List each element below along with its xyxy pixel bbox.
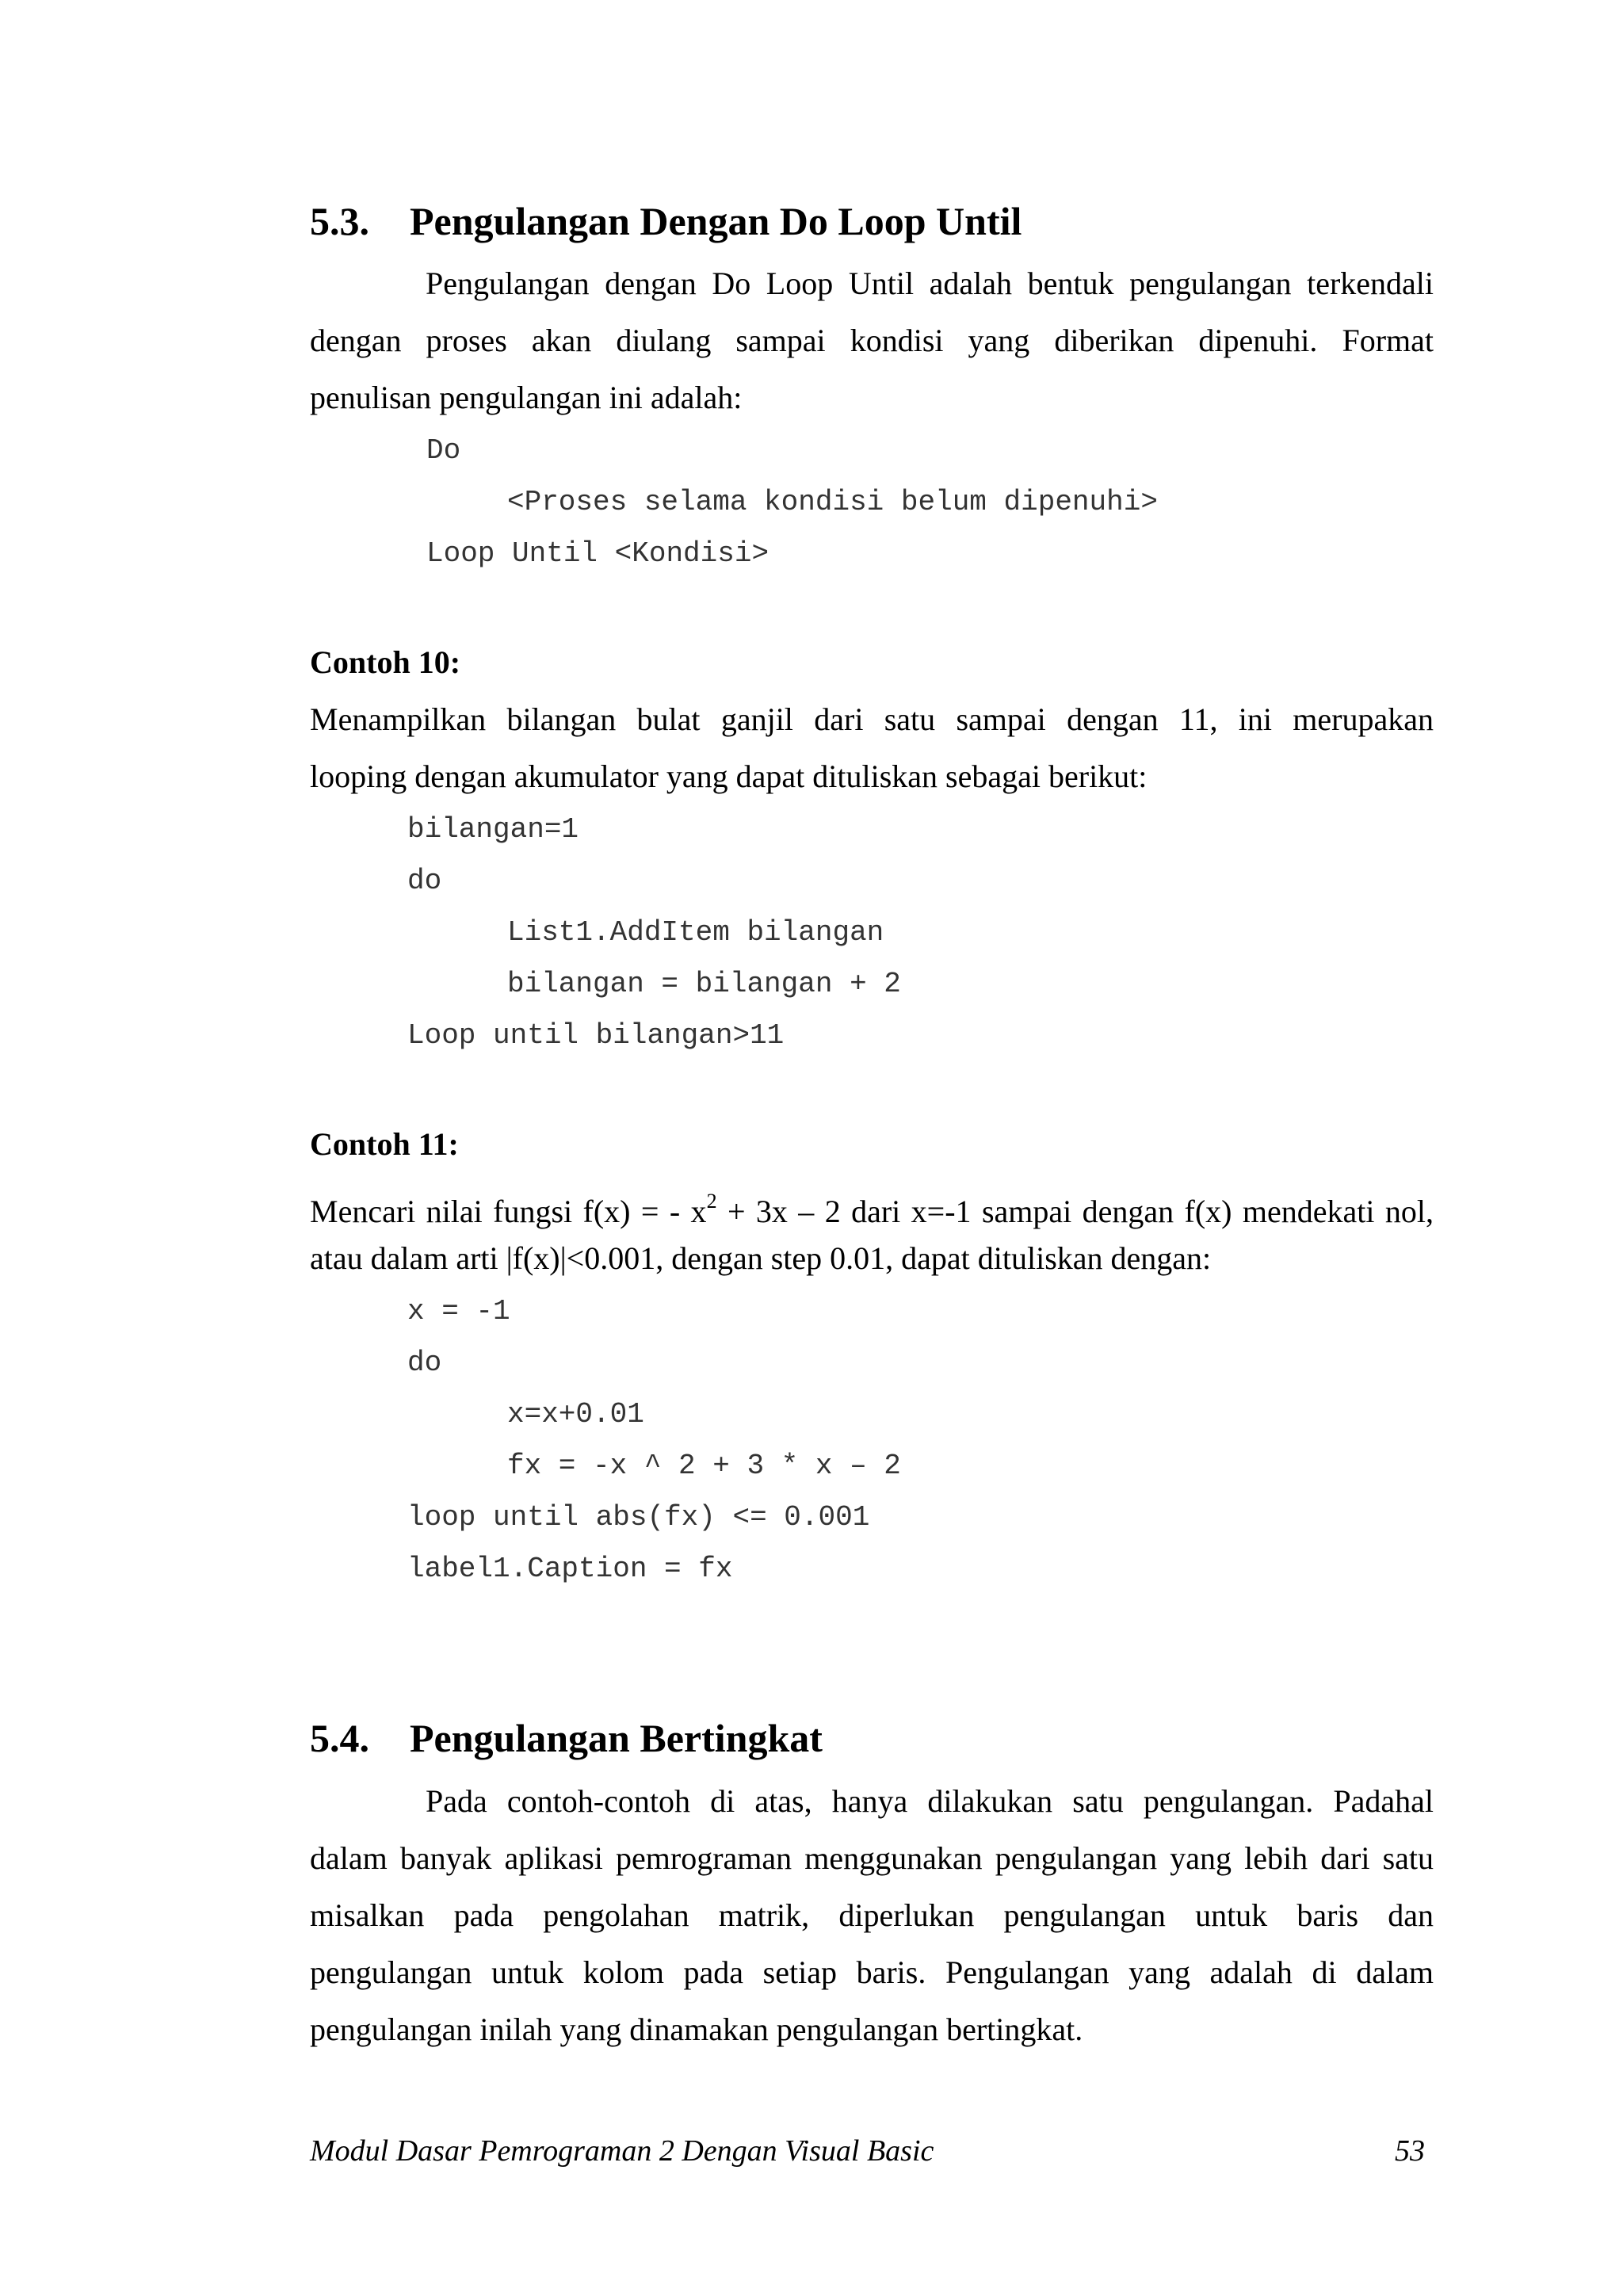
page-number: 53 (1395, 2134, 1425, 2168)
section-title: Pengulangan Bertingkat (410, 1716, 823, 1760)
code-line: <Proses selama kondisi belum dipenuhi> (507, 486, 1158, 518)
code-line: x=x+0.01 (507, 1398, 644, 1431)
paragraph-line: pengulangan inilah yang dinamakan pengulangan bertingkat. (310, 2011, 1083, 2047)
code-line: List1.AddItem bilangan (507, 916, 884, 949)
text-segment: Mencari nilai fungsi f(x) = - x (310, 1194, 707, 1229)
code-line: x = -1 (407, 1295, 510, 1328)
section-5-4-paragraph (310, 1773, 1434, 2058)
code-line: Loop Until <Kondisi> (426, 537, 769, 570)
paragraph-line: dengan proses akan diulang sampai kondisi yang diberikan dipenuhi. Format (310, 323, 1434, 358)
paragraph-line: Pengulangan dengan Do Loop Until adalah bentuk pengulangan terkendali (426, 266, 1434, 301)
example-11-paragraph (310, 1173, 1434, 1287)
section-number: 5.3. (310, 199, 369, 243)
text-segment: + 3x – 2 dari x=-1 sampai dengan f(x) mendekati nol, (716, 1194, 1434, 1229)
code-line: Do (426, 434, 461, 467)
paragraph-line: dalam banyak aplikasi pemrograman menggunakan pengulangan yang lebih dari satu (310, 1840, 1434, 1876)
code-line: Loop until bilangan>11 (407, 1019, 785, 1052)
code-line: fx = -x ^ 2 + 3 * x – 2 (507, 1450, 901, 1482)
paragraph-line: looping dengan akumulator yang dapat dituliskan sebagai berikut: (310, 758, 1148, 794)
code-line: do (407, 865, 442, 897)
section-number: 5.4. (310, 1716, 369, 1760)
footer-title: Modul Dasar Pemrograman 2 Dengan Visual Basic (310, 2134, 934, 2168)
paragraph-line: atau dalam arti |f(x)|<0.001, dengan step 0.01, dapat dituliskan dengan: (310, 1240, 1212, 1276)
section-title: Pengulangan Dengan Do Loop Until (410, 199, 1022, 243)
example-label: Contoh 10: (310, 644, 461, 680)
code-line: loop until abs(fx) <= 0.001 (407, 1501, 870, 1534)
code-line: do (407, 1347, 442, 1379)
code-line: bilangan=1 (407, 813, 579, 846)
example-10-paragraph (310, 691, 1434, 805)
paragraph-line: Menampilkan bilangan bulat ganjil dari satu sampai dengan 11, ini merupakan (310, 701, 1434, 737)
superscript: 2 (706, 1190, 717, 1213)
paragraph-line: Pada contoh-contoh di atas, hanya dilakukan satu pengulangan. Padahal (426, 1783, 1434, 1819)
paragraph-line: penulisan pengulangan ini adalah: (310, 380, 743, 415)
code-line: bilangan = bilangan + 2 (507, 968, 901, 1000)
code-line: label1.Caption = fx (407, 1553, 733, 1585)
example-label: Contoh 11: (310, 1126, 459, 1162)
paragraph-line: misalkan pada pengolahan matrik, diperlukan pengulangan untuk baris dan (310, 1897, 1434, 1933)
section-5-3-paragraph (310, 255, 1434, 426)
paragraph-line (310, 1173, 1434, 1230)
paragraph-line: pengulangan untuk kolom pada setiap baris. Pengulangan yang adalah di dalam (310, 1954, 1434, 1990)
